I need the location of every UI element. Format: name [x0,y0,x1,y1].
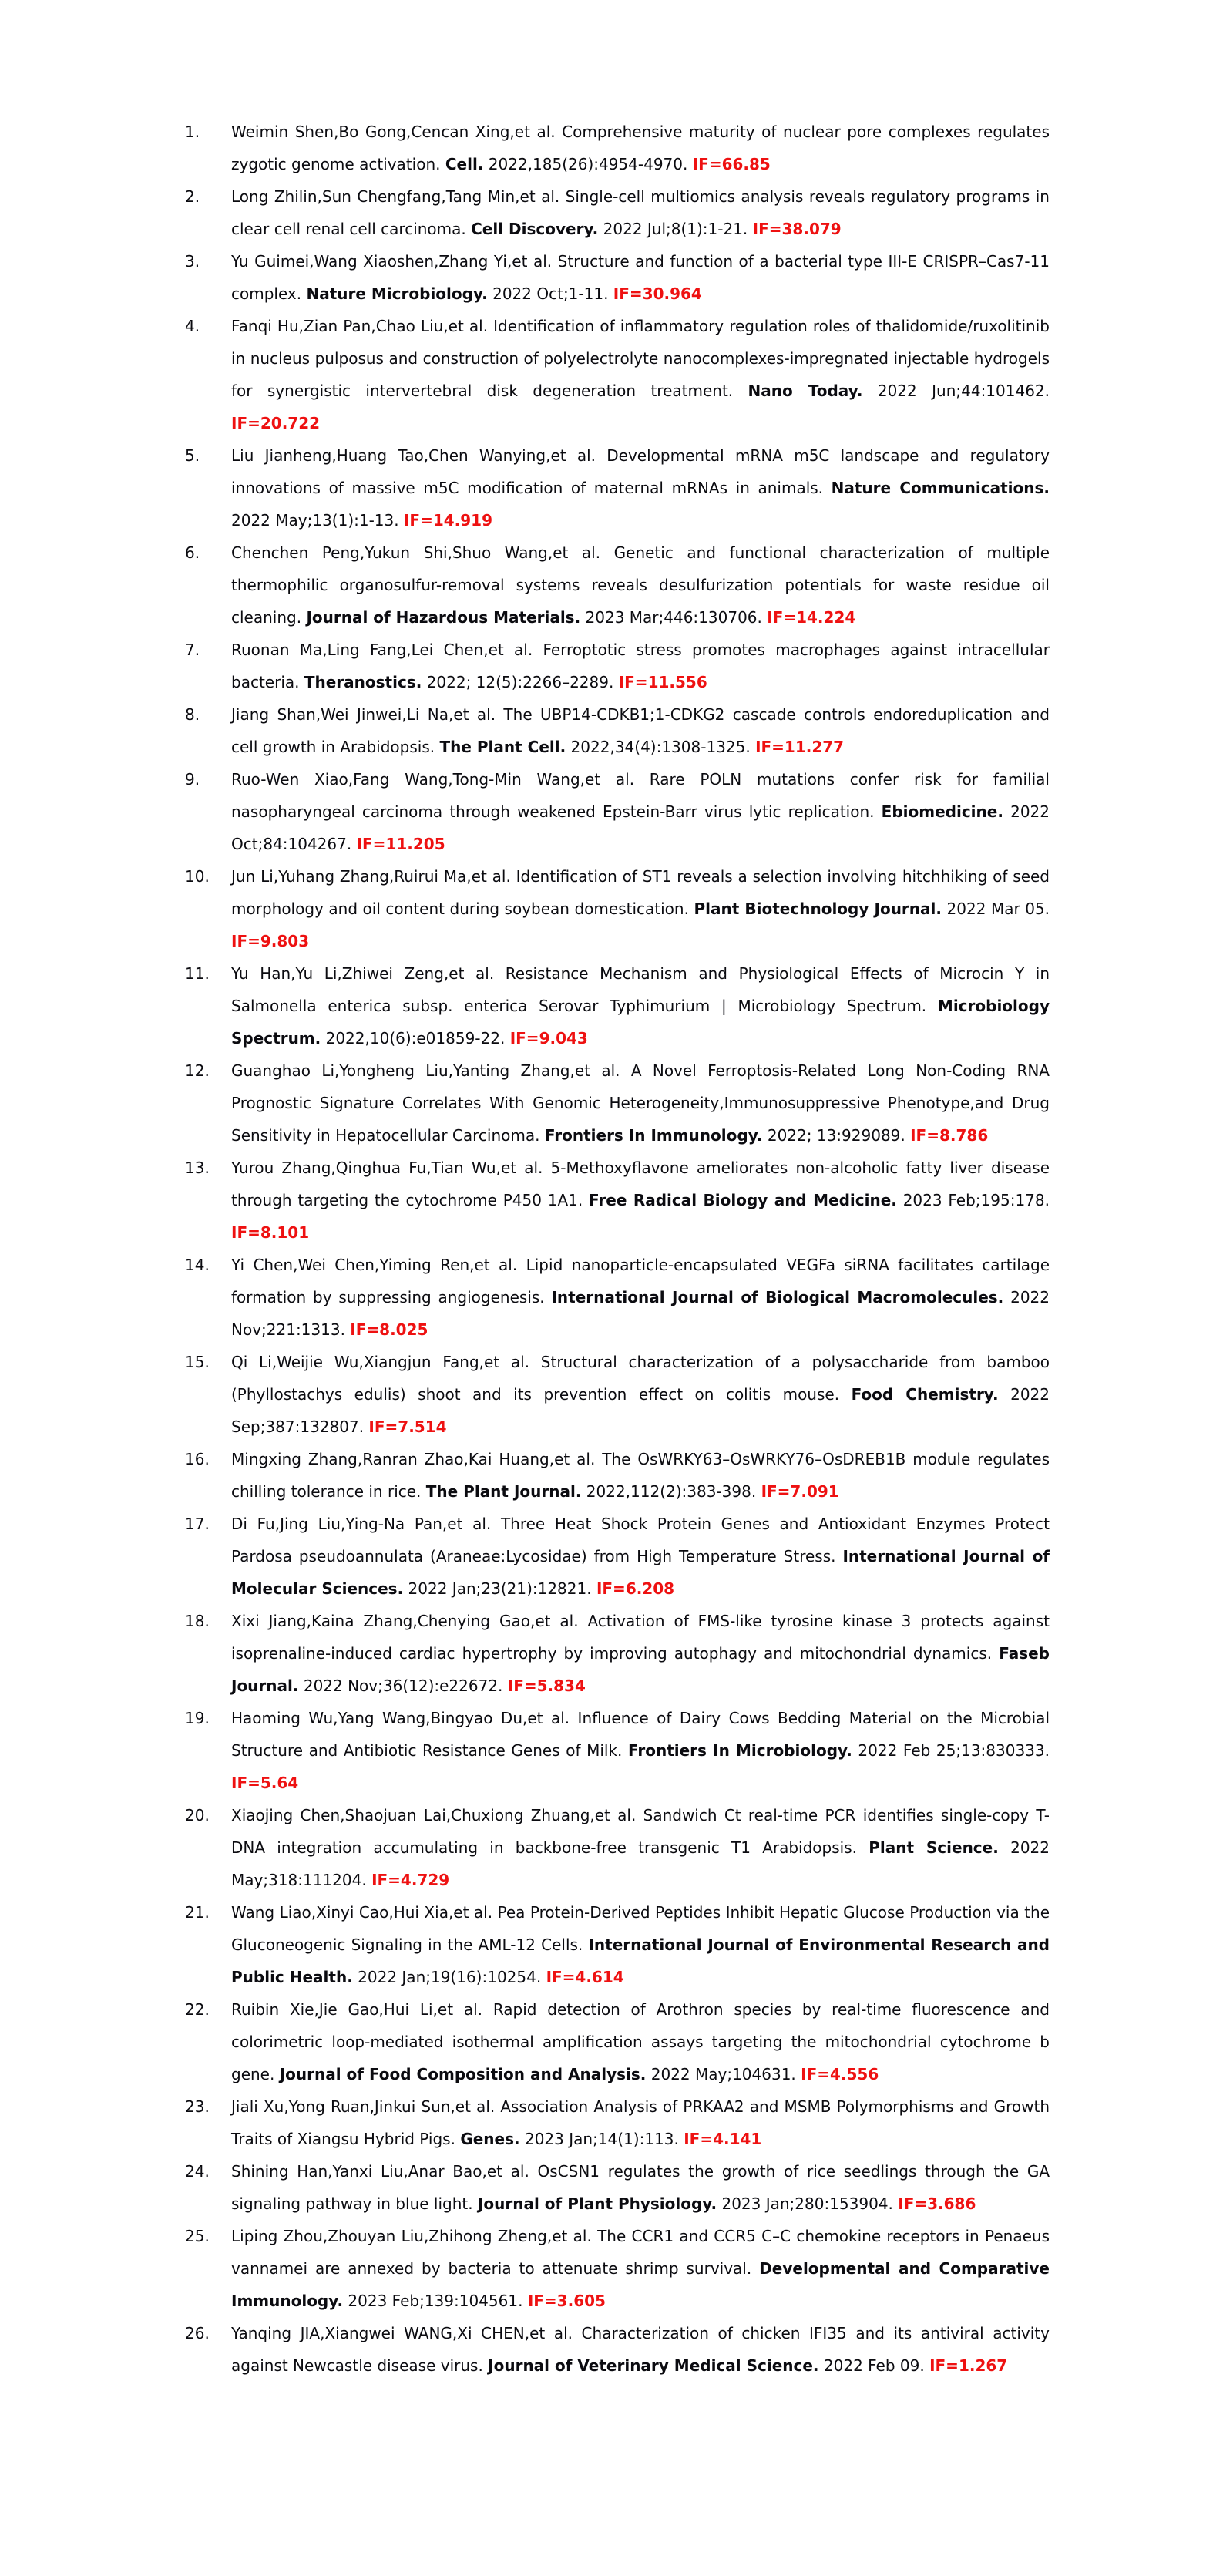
journal-name: The Plant Cell. [439,738,566,756]
reference-text [231,698,1050,763]
impact-factor-value: IF=5.64 [231,1774,299,1792]
reference-text [231,763,1050,860]
reference-text [231,2220,1050,2317]
reference-citation: Xixi Jiang,Kaina Zhang,Chenying Gao,et al. Activation of FMS-like tyrosine kinase 3 protects against isoprenaline-induced cardiac hypertrophy by improving autophagy and mitochondrial dynamics. [231,1612,1050,1663]
journal-name: International Journal of Environmental Research and Public Health. [231,1935,1050,1986]
reference-details: 2022,10(6):e01859-22. [321,1029,510,1048]
reference-number: 4. [185,317,200,335]
journal-name: Developmental and Comparative Immunology. [231,2259,1050,2310]
journal-name: International Journal of Biological Macromolecules. [551,1288,1004,1306]
reference-citation: Long Zhilin,Sun Chengfang,Tang Min,et al. Single-cell multiomics analysis reveals regulatory programs in clear cell renal cell carcinoma. [231,187,1050,238]
reference-text [231,1054,1050,1152]
impact-factor-value: IF=8.025 [350,1320,428,1339]
reference-number: 1. [185,123,200,141]
impact-factor-value: IF=14.224 [767,608,856,627]
reference-number: 26. [185,2324,210,2342]
reference-citation: Ruonan Ma,Ling Fang,Lei Chen,et al. Ferroptotic stress promotes macrophages against intracellular bacteria. [231,641,1050,691]
journal-name: Nature Microbiology. [306,284,488,303]
reference-text [231,1702,1050,1799]
reference-details: 2022,185(26):4954-4970. [483,155,693,173]
reference-text [231,180,1050,245]
impact-factor-value: IF=3.686 [898,2194,976,2213]
journal-name: Faseb Journal. [231,1644,1050,1695]
impact-factor-value: IF=4.729 [371,1871,450,1889]
reference-number: 5. [185,446,200,465]
impact-factor-value: IF=4.556 [801,2065,879,2083]
reference-text [231,1443,1050,1508]
reference-number: 16. [185,1450,210,1468]
reference-details: 2022; 12(5):2266–2289. [422,673,619,691]
journal-name: Cell Discovery. [471,220,599,238]
reference-citation: Qi Li,Weijie Wu,Xiangjun Fang,et al. Structural characterization of a polysaccharide from bamboo (Phyllostachys edulis) shoot and its prevention effect on colitis mouse. [231,1353,1050,1404]
impact-factor-value: IF=11.205 [356,835,445,853]
reference-number: 21. [185,1903,210,1922]
reference-details: 2022 May;13(1):1-13. [231,511,404,530]
reference-details: 2022 Jan;23(21):12821. [403,1579,596,1598]
reference-text [231,1605,1050,1702]
reference-number: 11. [185,964,210,983]
reference-item-11 [185,957,1050,1054]
reference-item-18 [185,1605,1050,1702]
journal-name: The Plant Journal. [425,1482,582,1501]
reference-number: 6. [185,543,200,562]
reference-citation: Liu Jianheng,Huang Tao,Chen Wanying,et al. Developmental mRNA m5C landscape and regulatory innovations of massive m5C modification of maternal mRNAs in animals. [231,446,1050,497]
reference-text [231,310,1050,439]
journal-name: Ebiomedicine. [881,802,1003,821]
reference-text [231,1993,1050,2090]
journal-name: Frontiers In Microbiology. [627,1741,852,1760]
reference-text [231,1346,1050,1443]
reference-citation: Chenchen Peng,Yukun Shi,Shuo Wang,et al. Genetic and functional characterization of multiple thermophilic organosulfur-removal systems reveals desulfurization potentials for waste residue oil cleaning. [231,543,1050,627]
reference-details: 2023 Mar;446:130706. [580,608,768,627]
reference-text [231,1249,1050,1346]
reference-citation: Jun Li,Yuhang Zhang,Ruirui Ma,et al. Identification of ST1 reveals a selection involving hitchhiking of seed morphology and oil content during soybean domestication. [231,867,1050,918]
journal-name: Nano Today. [748,382,863,400]
reference-text [231,957,1050,1054]
reference-item-17 [185,1508,1050,1605]
reference-text [231,245,1050,310]
reference-citation: Ruo-Wen Xiao,Fang Wang,Tong-Min Wang,et al. Rare POLN mutations confer risk for familial nasopharyngeal carcinoma through weakened Epstein-Barr virus lytic replication. [231,770,1050,821]
reference-citation: Shining Han,Yanxi Liu,Anar Bao,et al. OsCSN1 regulates the growth of rice seedlings through the GA signaling pathway in blue light. [231,2162,1050,2213]
reference-item-15 [185,1346,1050,1443]
impact-factor-value: IF=4.614 [546,1968,624,1986]
reference-number: 10. [185,867,210,886]
impact-factor-value: IF=8.101 [231,1223,310,1242]
reference-number: 25. [185,2227,210,2245]
impact-factor-value: IF=3.605 [527,2292,606,2310]
impact-factor-value: IF=66.85 [692,155,771,173]
impact-factor-value: IF=20.722 [231,414,321,432]
reference-text [231,1799,1050,1896]
reference-number: 14. [185,1256,210,1274]
reference-number: 24. [185,2162,210,2181]
journal-name: Free Radical Biology and Medicine. [589,1191,897,1209]
reference-text [231,860,1050,957]
reference-details: 2022 Sep;387:132807. [231,1385,1050,1436]
reference-item-2 [185,180,1050,245]
reference-citation: Yu Guimei,Wang Xiaoshen,Zhang Yi,et al. Structure and function of a bacterial type III-E CRISPR–Cas7-11 complex. [231,252,1050,303]
impact-factor-value: IF=30.964 [613,284,702,303]
reference-text [231,2317,1050,2382]
impact-factor-value: IF=4.141 [684,2130,762,2148]
impact-factor-value: IF=5.834 [507,1676,586,1695]
reference-citation: Xiaojing Chen,Shaojuan Lai,Chuxiong Zhuang,et al. Sandwich Ct real-time PCR identifies single-copy T-DNA integration accumulating in backbone-free transgenic T1 Arabidopsis. [231,1806,1050,1857]
reference-text [231,634,1050,698]
journal-name: Journal of Food Composition and Analysis. [279,2065,647,2083]
reference-text [231,1508,1050,1605]
reference-item-10 [185,860,1050,957]
reference-number: 2. [185,187,200,206]
journal-name: Frontiers In Immunology. [544,1126,763,1145]
impact-factor-value: IF=11.556 [618,673,707,691]
impact-factor-value: IF=38.079 [752,220,842,238]
reference-citation: Mingxing Zhang,Ranran Zhao,Kai Huang,et al. The OsWRKY63–OsWRKY76–OsDREB1B module regulates chilling tolerance in rice. [231,1450,1050,1501]
impact-factor-value: IF=6.208 [596,1579,675,1598]
reference-text [231,2090,1050,2155]
impact-factor-value: IF=14.919 [403,511,493,530]
reference-number: 18. [185,1612,210,1630]
reference-item-12 [185,1054,1050,1152]
reference-details: 2022 Feb 09. [818,2356,930,2375]
journal-name: Cell. [445,155,484,173]
reference-citation: Di Fu,Jing Liu,Ying-Na Pan,et al. Three Heat Shock Protein Genes and Antioxidant Enzymes Protect Pardosa pseudoannulata (Araneae:Lycosidae) from High Temperature Stress. [231,1515,1050,1565]
reference-number: 12. [185,1061,210,1080]
journal-name: International Journal of Molecular Sciences. [231,1547,1050,1598]
reference-citation: Yi Chen,Wei Chen,Yiming Ren,et al. Lipid nanoparticle-encapsulated VEGFa siRNA facilitates cartilage formation by suppressing angiogenesis. [231,1256,1050,1306]
reference-details: 2022 May;318:111204. [231,1838,1050,1889]
reference-details: 2022 Feb 25;13:830333. [852,1741,1050,1760]
reference-number: 17. [185,1515,210,1533]
reference-item-19 [185,1702,1050,1799]
journal-name: Nature Communications. [831,479,1050,497]
impact-factor-value: IF=7.091 [761,1482,839,1501]
reference-details: 2023 Jan;280:153904. [717,2194,899,2213]
reference-item-6 [185,536,1050,634]
reference-details: 2022 Nov;221:1313. [231,1288,1050,1339]
reference-item-20 [185,1799,1050,1896]
reference-details: 2022 Oct;1-11. [487,284,613,303]
reference-number: 9. [185,770,200,789]
reference-details: 2022,34(4):1308-1325. [566,738,756,756]
reference-details: 2022 Mar 05. [942,900,1050,918]
reference-item-13 [185,1152,1050,1249]
impact-factor-value: IF=1.267 [929,2356,1008,2375]
reference-citation: Yurou Zhang,Qinghua Fu,Tian Wu,et al. 5-Methoxyflavone ameliorates non-alcoholic fatty liver disease through targeting the cytochrome P450 1A1. [231,1159,1050,1209]
reference-citation: Guanghao Li,Yongheng Liu,Yanting Zhang,et al. A Novel Ferroptosis-Related Long Non-Coding RNA Prognostic Signature Correlates With Genomic Heterogeneity,Immunosuppressive Phenotype,and Drug Sensitivity in Hepatocellular Carcinoma. [231,1061,1050,1145]
impact-factor-value: IF=8.786 [910,1126,989,1145]
reference-citation: Yu Han,Yu Li,Zhiwei Zeng,et al. Resistance Mechanism and Physiological Effects of Microcin Y in Salmonella enterica subsp. enterica Serovar Typhimurium | Microbiology Spectrum. [231,964,1050,1015]
reference-item-14 [185,1249,1050,1346]
reference-item-1 [185,116,1050,180]
reference-number: 3. [185,252,200,271]
reference-item-7 [185,634,1050,698]
reference-details: 2022 May;104631. [646,2065,801,2083]
reference-details: 2022,112(2):383-398. [581,1482,761,1501]
reference-text [231,2155,1050,2220]
reference-item-25 [185,2220,1050,2317]
journal-name: Journal of Veterinary Medical Science. [488,2356,819,2375]
reference-details: 2022 Oct;84:104267. [231,802,1050,853]
reference-citation: Jiali Xu,Yong Ruan,Jinkui Sun,et al. Association Analysis of PRKAA2 and MSMB Polymorphisms and Growth Traits of Xiangsu Hybrid Pigs. [231,2097,1050,2148]
reference-details: 2022 Jun;44:101462. [862,382,1050,400]
reference-text [231,536,1050,634]
reference-item-3 [185,245,1050,310]
reference-number: 22. [185,2000,210,2019]
reference-text [231,1152,1050,1249]
reference-text [231,1896,1050,1993]
reference-item-21 [185,1896,1050,1993]
reference-citation: Yanqing JIA,Xiangwei WANG,Xi CHEN,et al. Characterization of chicken IFI35 and its antiviral activity against Newcastle disease virus. [231,2324,1050,2375]
journal-name: Journal of Hazardous Materials. [306,608,581,627]
reference-item-16 [185,1443,1050,1508]
reference-details: 2022 Nov;36(12):e22672. [298,1676,508,1695]
journal-name: Theranostics. [304,673,422,691]
reference-details: 2022; 13:929089. [762,1126,911,1145]
journal-name: Plant Science. [869,1838,999,1857]
reference-citation: Jiang Shan,Wei Jinwei,Li Na,et al. The UBP14-CDKB1;1-CDKG2 cascade controls endoreduplication and cell growth in Arabidopsis. [231,705,1050,756]
reference-citation: Wang Liao,Xinyi Cao,Hui Xia,et al. Pea Protein-Derived Peptides Inhibit Hepatic Glucose Production via the Gluconeogenic Signaling in the AML-12 Cells. [231,1903,1050,1954]
reference-number: 23. [185,2097,210,2116]
reference-details: 2023 Jan;14(1):113. [519,2130,684,2148]
impact-factor-value: IF=9.803 [231,932,310,950]
reference-number: 13. [185,1159,210,1177]
reference-details: 2023 Feb;139:104561. [343,2292,528,2310]
reference-item-23 [185,2090,1050,2155]
journal-name: Journal of Plant Physiology. [477,2194,717,2213]
reference-citation: Haoming Wu,Yang Wang,Bingyao Du,et al. Influence of Dairy Cows Bedding Material on the Microbial Structure and Antibiotic Resistance Genes of Milk. [231,1709,1050,1760]
impact-factor-value: IF=9.043 [509,1029,588,1048]
reference-item-26 [185,2317,1050,2382]
reference-details: 2022 Jul;8(1):1-21. [598,220,753,238]
reference-citation: Weimin Shen,Bo Gong,Cencan Xing,et al. Comprehensive maturity of nuclear pore complexes regulates zygotic genome activation. [231,123,1050,173]
reference-text [231,116,1050,180]
reference-number: 19. [185,1709,210,1727]
reference-item-4 [185,310,1050,439]
reference-citation: Ruibin Xie,Jie Gao,Hui Li,et al. Rapid detection of Arothron species by real-time fluorescence and colorimetric loop-mediated isothermal amplification assays targeting the mitochondrial cytochrome b gene. [231,2000,1050,2083]
reference-citation: Liping Zhou,Zhouyan Liu,Zhihong Zheng,et al. The CCR1 and CCR5 C–C chemokine receptors in Penaeus vannamei are annexed by bacteria to attenuate shrimp survival. [231,2227,1050,2278]
impact-factor-value: IF=11.277 [755,738,845,756]
reference-text [231,439,1050,536]
reference-details: 2022 Jan;19(16):10254. [352,1968,546,1986]
journal-name: Genes. [460,2130,520,2148]
reference-details: 2023 Feb;195:178. [896,1191,1050,1209]
journal-name: Plant Biotechnology Journal. [694,900,942,918]
reference-item-5 [185,439,1050,536]
reference-number: 15. [185,1353,210,1371]
reference-number: 7. [185,641,200,659]
journal-name: Microbiology Spectrum. [231,997,1050,1048]
reference-list [185,116,1050,2382]
reference-item-9 [185,763,1050,860]
reference-number: 8. [185,705,200,724]
reference-number: 20. [185,1806,210,1824]
reference-item-8 [185,698,1050,763]
impact-factor-value: IF=7.514 [368,1417,447,1436]
reference-citation: Fanqi Hu,Zian Pan,Chao Liu,et al. Identification of inflammatory regulation roles of thalidomide/ruxolitinib in nucleus pulposus and construction of polyelectrolyte nanocomplexes-impregnated injectable hydrogels for synergistic intervertebral disk degeneration treatment. [231,317,1050,400]
reference-item-22 [185,1993,1050,2090]
reference-item-24 [185,2155,1050,2220]
journal-name: Food Chemistry. [851,1385,999,1404]
